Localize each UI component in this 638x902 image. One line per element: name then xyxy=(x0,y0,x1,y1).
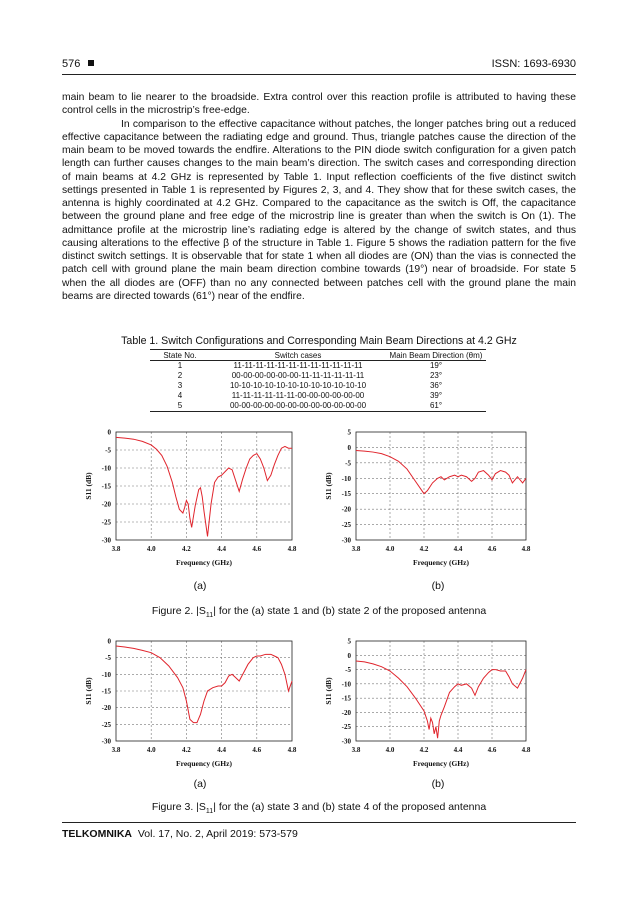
y-tick-label: -25 xyxy=(101,518,111,527)
table-cell: 11-11-11-11-11-11-00-00-00-00-00-00 xyxy=(231,391,365,400)
s11-curve xyxy=(116,437,292,536)
y-tick-label: -15 xyxy=(101,482,111,491)
y-tick-label: -20 xyxy=(101,704,111,713)
y-tick-label: -15 xyxy=(341,694,351,703)
table-body xyxy=(150,361,486,412)
x-tick-label: 4.8 xyxy=(521,746,531,754)
plot-frame xyxy=(356,432,526,540)
figure-caption: Figure 2. $|S_{11}|$ for the (a) state 1 and (b) state 2 of the proposed antenna xyxy=(151,605,487,620)
y-tick-label: 0 xyxy=(347,443,351,452)
column-header: State No. xyxy=(150,350,210,361)
y-tick-label: -5 xyxy=(345,459,351,468)
y-tick-label: -25 xyxy=(101,720,111,729)
x-tick-label: 4.0 xyxy=(146,545,156,553)
column-header: Main Beam Direction (θm) xyxy=(386,350,486,361)
table-cell: 61° xyxy=(386,401,486,412)
y-tick-label: -30 xyxy=(341,536,351,545)
page-number-block xyxy=(62,58,94,70)
y-tick-label: -25 xyxy=(341,521,351,530)
chart-fig2b xyxy=(322,424,532,572)
header-rule xyxy=(62,74,576,75)
x-tick-label: 4.4 xyxy=(453,746,463,754)
page-header xyxy=(62,58,576,72)
x-tick-label: 4.6 xyxy=(487,545,497,553)
y-tick-label: -10 xyxy=(101,464,111,473)
table-row xyxy=(150,381,486,391)
y-axis-label: S11 (dB) xyxy=(84,677,93,705)
y-axis-label: S11 (dB) xyxy=(84,472,93,500)
y-tick-label: -10 xyxy=(341,680,351,689)
footer-rule xyxy=(62,822,576,823)
x-tick-label: 4.4 xyxy=(217,746,226,754)
table-row xyxy=(150,391,486,401)
x-tick-label: 4.0 xyxy=(385,746,395,754)
switch-table xyxy=(150,349,486,412)
table-cell: 5 xyxy=(150,401,210,412)
plot-frame xyxy=(356,641,526,741)
y-tick-label: -20 xyxy=(101,500,111,509)
subfigure-label: (a) xyxy=(193,778,207,790)
y-axis-label: S11 (dB) xyxy=(324,472,333,500)
table-cell: 2 xyxy=(177,371,183,380)
journal-name: TELKOMNIKA xyxy=(62,828,132,840)
x-tick-label: 4.0 xyxy=(385,545,395,553)
x-tick-label: 4.4 xyxy=(217,545,226,553)
issn: ISSN: 1693-6930 xyxy=(491,58,576,70)
paragraph: main beam to lie nearer to the broadside. Extra control over this reaction profile is attributed to having these control cells in the microstrip’s free-edge. xyxy=(62,92,576,117)
x-tick-label: 4.6 xyxy=(487,746,497,754)
x-tick-label: 3.8 xyxy=(111,746,121,754)
y-tick-label: -25 xyxy=(341,723,351,732)
figure-caption: Figure 3. $|S_{11}|$ for the (a) state 3 and (b) state 4 of the proposed antenna xyxy=(151,801,487,816)
x-tick-label: 4.6 xyxy=(252,545,262,553)
x-tick-label: 4.8 xyxy=(287,545,297,553)
subfigure-label: (b) xyxy=(431,778,445,790)
x-axis-label: Frequency (GHz) xyxy=(176,558,232,567)
chart-fig3b xyxy=(322,633,532,773)
x-tick-label: 4.0 xyxy=(146,746,156,754)
y-tick-label: 0 xyxy=(107,428,111,437)
table-cell: 00-00-00-00-00-00-11-11-11-11-11-11 xyxy=(231,371,365,380)
square-bullet-icon xyxy=(88,60,94,66)
y-tick-label: -30 xyxy=(101,536,111,545)
x-tick-label: 3.8 xyxy=(351,545,361,553)
x-tick-label: 4.2 xyxy=(182,545,191,553)
table-cell: 19° xyxy=(429,361,443,370)
table-cell: 3 xyxy=(177,381,183,390)
column-header: Switch cases xyxy=(210,350,386,361)
y-tick-label: 0 xyxy=(347,651,351,660)
body-text xyxy=(62,91,576,303)
y-tick-label: -5 xyxy=(105,654,111,663)
y-tick-label: -15 xyxy=(341,490,351,499)
page-footer xyxy=(62,828,298,840)
table-cell: 1 xyxy=(177,361,183,370)
x-tick-label: 4.2 xyxy=(419,746,429,754)
table-caption: Table 1. Switch Configurations and Corresponding Main Beam Directions at 4.2 GHz xyxy=(121,335,517,347)
table-cell: 10-10-10-10-10-10-10-10-10-10-10-10 xyxy=(229,381,367,390)
s11-curve xyxy=(356,451,526,494)
x-axis-label: Frequency (GHz) xyxy=(413,558,469,567)
y-tick-label: 0 xyxy=(107,637,111,646)
citation: Vol. 17, No. 2, April 2019: 573-579 xyxy=(137,828,298,840)
subfigure-label: (b) xyxy=(431,580,445,592)
chart-fig3a xyxy=(82,633,298,773)
y-tick-label: -30 xyxy=(101,737,111,746)
x-axis-label: Frequency (GHz) xyxy=(176,759,232,768)
chart-fig2a xyxy=(82,424,298,572)
x-tick-label: 4.8 xyxy=(287,746,297,754)
y-tick-label: -20 xyxy=(341,505,351,514)
paragraph: In comparison to the effective capacitance without patches, the longer patches bring out a reduced effective capacitance between the radiating edge and ground. Thus, triangle patches cause the direction of the main beam to be moved towards the endfire. Alterations to the PIN diode switch configuration for a given patch length can further causes changes to the main beam’s direction. The switch cases and corresponding direction of main beams at 4.2 GHz is represented by Table 1. Input reflection coefficients of the five distinct switch settings presented in Table 1 is represented by Figures 2, 3, and 4. They show that for these switch cases, the antenna is highly coordinated at 4.2 GHz. Compared to the capacitance as the switch is Off, the capacitance between the ground plane and free edge of the microstrip line is greater than when the switch is On (1). The admittance profile at the microstrip line’s radiating edge is altered by the change of switch states, and thus causing alterations to the effective β of the structure in Table 1. Figure 5 shows the radiation pattern for the five distinct switch settings. It is observable that for state 1 when all diodes are (ON) than the vias is connected the patch cell with ground plane the main beam direction combine towards (19°) near of broadside. For state 5 when the all diodes are (OFF) than no any connected between patches cell with the ground plane the main beams are directed towards (61°) near of the endfire. xyxy=(62,118,576,302)
table-cell: 36° xyxy=(429,381,443,390)
x-tick-label: 4.4 xyxy=(453,545,463,553)
y-tick-label: 5 xyxy=(347,637,351,646)
x-axis-label: Frequency (GHz) xyxy=(413,759,469,768)
y-tick-label: -10 xyxy=(101,670,111,679)
table-cell: 23° xyxy=(429,371,443,380)
table-row xyxy=(150,401,486,412)
y-tick-label: 5 xyxy=(347,428,351,437)
x-tick-label: 3.8 xyxy=(111,545,121,553)
y-tick-label: -10 xyxy=(341,474,351,483)
x-tick-label: 4.8 xyxy=(521,545,531,553)
table-row xyxy=(150,371,486,381)
table-cell: 11-11-11-11-11-11-11-11-11-11-11-11 xyxy=(233,361,363,370)
table-cell: 4 xyxy=(177,391,183,400)
y-tick-label: -5 xyxy=(105,446,111,455)
x-tick-label: 4.2 xyxy=(419,545,429,553)
table-cell: 39° xyxy=(429,391,443,400)
x-tick-label: 4.2 xyxy=(182,746,191,754)
table-row xyxy=(150,361,486,372)
table-header-row xyxy=(150,350,486,361)
x-tick-label: 3.8 xyxy=(351,746,361,754)
y-axis-label: S11 (dB) xyxy=(324,677,333,705)
x-tick-label: 4.6 xyxy=(252,746,262,754)
y-tick-label: -20 xyxy=(341,708,351,717)
page-number: 576 xyxy=(62,58,81,70)
table-cell: 00-00-00-00-00-00-00-00-00-00-00-00 xyxy=(210,401,386,412)
y-tick-label: -15 xyxy=(101,687,111,696)
subfigure-label: (a) xyxy=(193,580,207,592)
y-tick-label: -5 xyxy=(345,666,351,675)
y-tick-label: -30 xyxy=(341,737,351,746)
